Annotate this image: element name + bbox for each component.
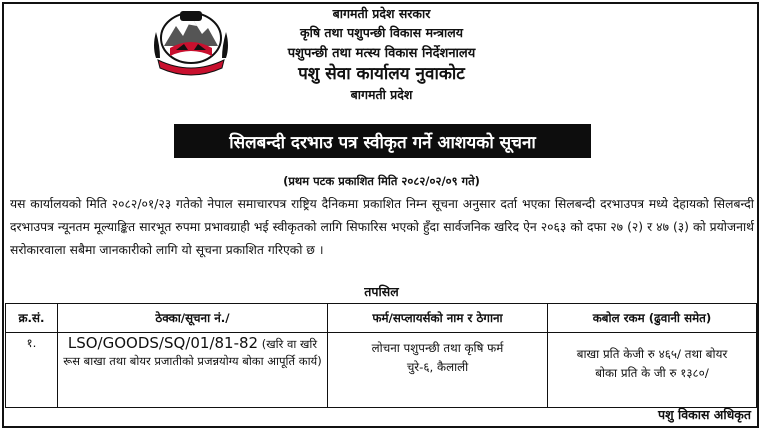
column-header-contract-no: ठेक्का/सूचना नं./ — [58, 304, 328, 333]
contract-description: (खरि वा खरि रूस बाखा तथा बोयर प्रजातीको प्रजन्नयोग्य बोका आपूर्ति कार्य) — [63, 337, 322, 368]
contract-reference-cell — [58, 333, 328, 408]
notice-title: सिलबन्दी दरभाउ पत्र स्वीकृत गर्ने आशयको सूचना — [174, 124, 591, 158]
bid-amount-line1: बाखा प्रति केजी रु ४६५/ तथा बोयर — [576, 347, 728, 361]
office-name-heading: पशु सेवा कार्यालय नुवाकोट — [298, 64, 465, 84]
column-header-firm: फर्म/सप्लायर्सको नाम र ठेगाना — [328, 304, 548, 333]
schedule-heading: तपसिल — [364, 284, 399, 299]
bid-amount-line2: बोका प्रति के जी रु १३८०/ — [595, 366, 709, 380]
column-header-amount: कबोल रकम (ढुवानी समेत) — [548, 304, 757, 333]
province-government-heading: बागमती प्रदेश सरकार — [332, 6, 431, 21]
publication-date: (प्रथम पटक प्रकाशित मिति २०८२/०२/०९ गते) — [283, 174, 480, 188]
signatory-title: पशु विकास अधिकृत — [658, 407, 751, 422]
contract-code: LSO/GOODS/SQ/01/81-82 — [67, 334, 259, 352]
bid-table — [5, 303, 757, 408]
firm-name: लोचना पशुपन्छी तथा कृषि फर्म — [371, 341, 504, 355]
row-serial-number: १. — [6, 333, 58, 408]
directorate-heading: पशुपन्छी तथा मत्स्य विकास निर्देशनालय — [287, 46, 476, 61]
ministry-heading: कृषि तथा पशुपन्छी विकास मन्त्रालय — [300, 25, 463, 40]
firm-address: चुरे-६, कैलाली — [406, 360, 469, 374]
table-header-row — [6, 304, 757, 333]
firm-cell — [328, 333, 548, 408]
bid-amount-cell — [548, 333, 757, 408]
column-header-sn: क्र.सं. — [6, 304, 58, 333]
notice-body-text: यस कार्यालयको मिति २०८२/०१/२३ गतेको नेपाल समाचारपत्र राष्ट्रिय दैनिकमा प्रकाशित निम्न सूचना अनुसार दर्ता भएका सिलबन्दी दरभाउपत्र मध्ये देहायको सिलबन्दी दरभाउपत्र न्यूनतम मूल्याङ्कित सारभूत रुपमा प्रभावग्राही भई स्वीकृतको लागि सिफारिस भएको हुँदा सार्वजनिक खरिद ऐन २०६३ को दफा २७ (२) र ४७ (३) को प्रयोजनार्थ सरोकारवाला सबैमा जानकारीको लागि यो सूचना प्रकाशित गरिएको छ । — [10, 197, 754, 257]
table-row — [6, 333, 757, 408]
province-subheading: बागमती प्रदेश — [350, 87, 413, 102]
